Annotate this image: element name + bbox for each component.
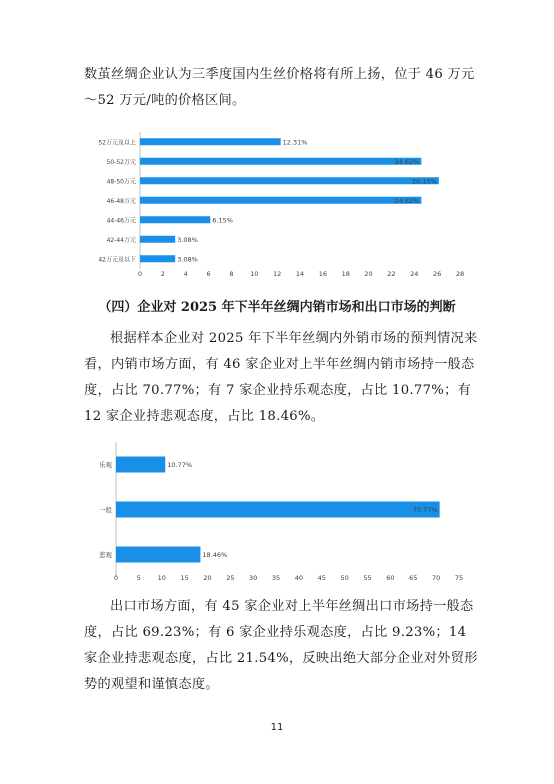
x-tick-label: 0 (137, 270, 143, 278)
category-label: 44-46万元 (106, 217, 136, 225)
data-label: 26.15% (412, 177, 437, 186)
x-tick-label: 40 (294, 574, 304, 582)
x-tick-label: 24 (410, 270, 419, 278)
data-label: 3.08% (177, 235, 198, 244)
category-label: 42-44万元 (106, 236, 136, 244)
x-tick-label: 5 (136, 574, 141, 582)
data-label: 18.46% (202, 551, 228, 559)
category-label: 46-48万元 (106, 197, 136, 205)
x-tick-label: 45 (317, 574, 326, 582)
x-tick-label: 30 (249, 574, 258, 582)
x-tick-label: 10 (250, 270, 259, 278)
category-label: 52万元及以上 (98, 139, 136, 147)
x-tick-label: 70 (431, 574, 441, 582)
x-tick-label: 12 (273, 270, 282, 278)
paragraph-domestic-market: 根据样本企业对 2025 年下半年丝绸内外销市场的预判情况来看，内销市场方面，有 46 家企业对上半年丝绸内销市场持一般态度，占比 70.77%；有 7 家企业持乐观态度，占比 10.77%；有 12 家企业持悲观态度，占比 18.46%。 (84, 331, 478, 424)
x-tick-label: 15 (180, 574, 189, 582)
x-tick-label: 10 (157, 574, 166, 582)
data-label: 70.77% (412, 506, 438, 514)
data-label: 3.08% (177, 255, 198, 264)
x-tick-label: 28 (455, 270, 465, 278)
bar (116, 547, 200, 563)
data-label: 12.31% (282, 138, 308, 147)
paragraph-price-expectation: 数茧丝绸企业认为三季度国内生丝价格将有所上扬，位于 46 万元～52 万元/吨的价格区间。 (84, 67, 475, 108)
category-label: 50-52万元 (106, 158, 136, 166)
x-tick-label: 6 (206, 270, 211, 278)
category-label: 悲观 (99, 551, 112, 559)
x-tick-label: 18 (341, 270, 350, 278)
section-heading: （四）企业对 2025 年下半年丝绸内销市场和出口市场的判断 (98, 300, 456, 315)
x-tick-label: 4 (183, 270, 188, 278)
bar (116, 502, 440, 518)
x-tick-label: 16 (318, 270, 327, 278)
data-label: 10.77% (167, 461, 193, 469)
paragraph-export-market: 出口市场方面，有 45 家企业对上半年丝绸出口市场持一般态度，占比 69.23%；有 6 家企业持乐观态度，占比 9.23%；14 家企业持悲观态度，占比 21.54%，反映出绝大部分企业对外贸形势的观望和谨慎态度。 (84, 599, 478, 692)
category-label: 一般 (99, 506, 112, 514)
category-label: 48-50万元 (106, 178, 136, 186)
bar (116, 457, 165, 473)
category-label: 乐观 (99, 461, 112, 469)
data-label: 6.15% (212, 216, 233, 225)
x-tick-label: 20 (203, 574, 212, 582)
x-tick-label: 55 (363, 574, 372, 582)
x-tick-label: 22 (387, 270, 396, 278)
x-tick-label: 0 (113, 574, 119, 582)
x-tick-label: 25 (226, 574, 235, 582)
x-tick-label: 65 (409, 574, 418, 582)
x-tick-label: 8 (229, 270, 234, 278)
x-tick-label: 75 (454, 574, 464, 582)
x-tick-label: 60 (386, 574, 395, 582)
x-tick-label: 35 (271, 574, 281, 582)
x-tick-label: 26 (433, 270, 442, 278)
page-number: 11 (270, 722, 284, 733)
x-tick-label: 20 (364, 270, 373, 278)
x-tick-label: 2 (160, 270, 165, 278)
x-tick-label: 14 (295, 270, 305, 278)
x-tick-label: 50 (340, 574, 349, 582)
category-label: 42万元及以下 (98, 256, 136, 264)
data-label: 24.62% (394, 196, 420, 205)
data-label: 24.62% (394, 157, 420, 166)
